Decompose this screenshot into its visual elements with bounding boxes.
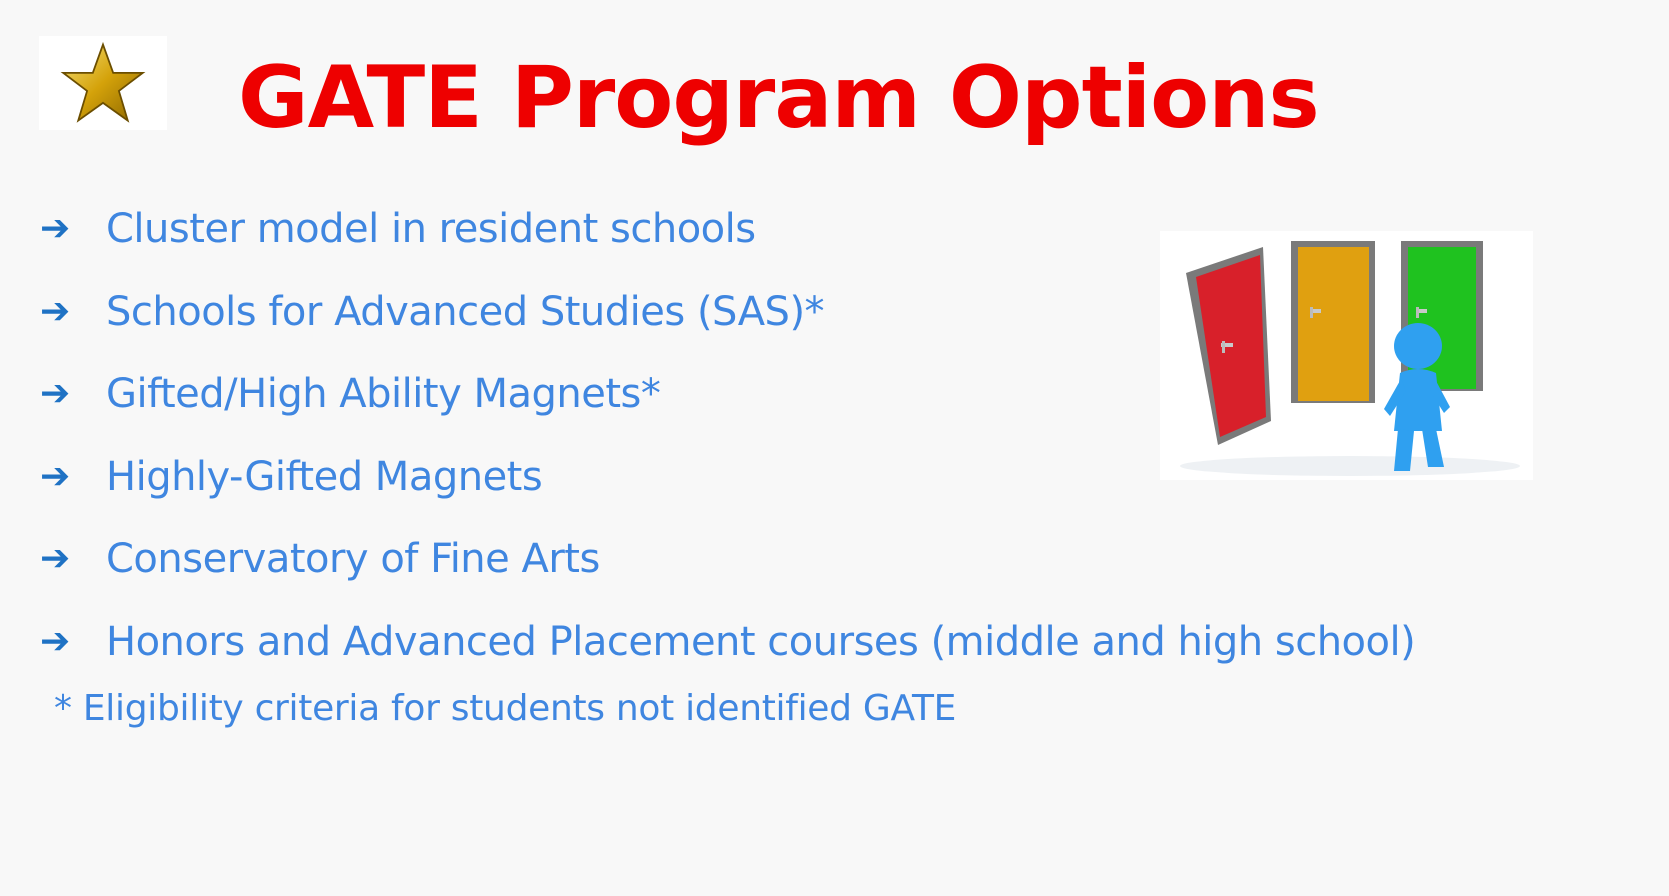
- arrow-bullet-icon: ➔: [40, 373, 71, 415]
- list-item: [40, 601, 1415, 684]
- option-label: Schools for Advanced Studies (SAS)*: [106, 288, 825, 335]
- option-label: Conservatory of Fine Arts: [106, 536, 600, 583]
- option-label: Cluster model in resident schools: [106, 206, 756, 253]
- doors-illustration: [1160, 231, 1533, 480]
- arrow-bullet-icon: ➔: [40, 208, 71, 250]
- option-label: Gifted/High Ability Magnets*: [106, 371, 661, 418]
- gold-star-icon: [58, 41, 148, 125]
- arrow-bullet-icon: ➔: [40, 455, 71, 497]
- arrow-bullet-icon: ➔: [40, 538, 71, 580]
- eligibility-footnote: * Eligibility criteria for students not identified GATE: [54, 688, 957, 729]
- option-label: Highly-Gifted Magnets: [106, 453, 543, 500]
- star-logo: [39, 36, 167, 130]
- three-doors-with-figure-icon: [1160, 231, 1533, 480]
- arrow-bullet-icon: ➔: [40, 290, 71, 332]
- arrow-bullet-icon: ➔: [40, 620, 71, 662]
- list-item: [40, 518, 1415, 601]
- option-label: Honors and Advanced Placement courses (middle and high school): [106, 618, 1416, 665]
- page-title: GATE Program Options: [238, 48, 1319, 148]
